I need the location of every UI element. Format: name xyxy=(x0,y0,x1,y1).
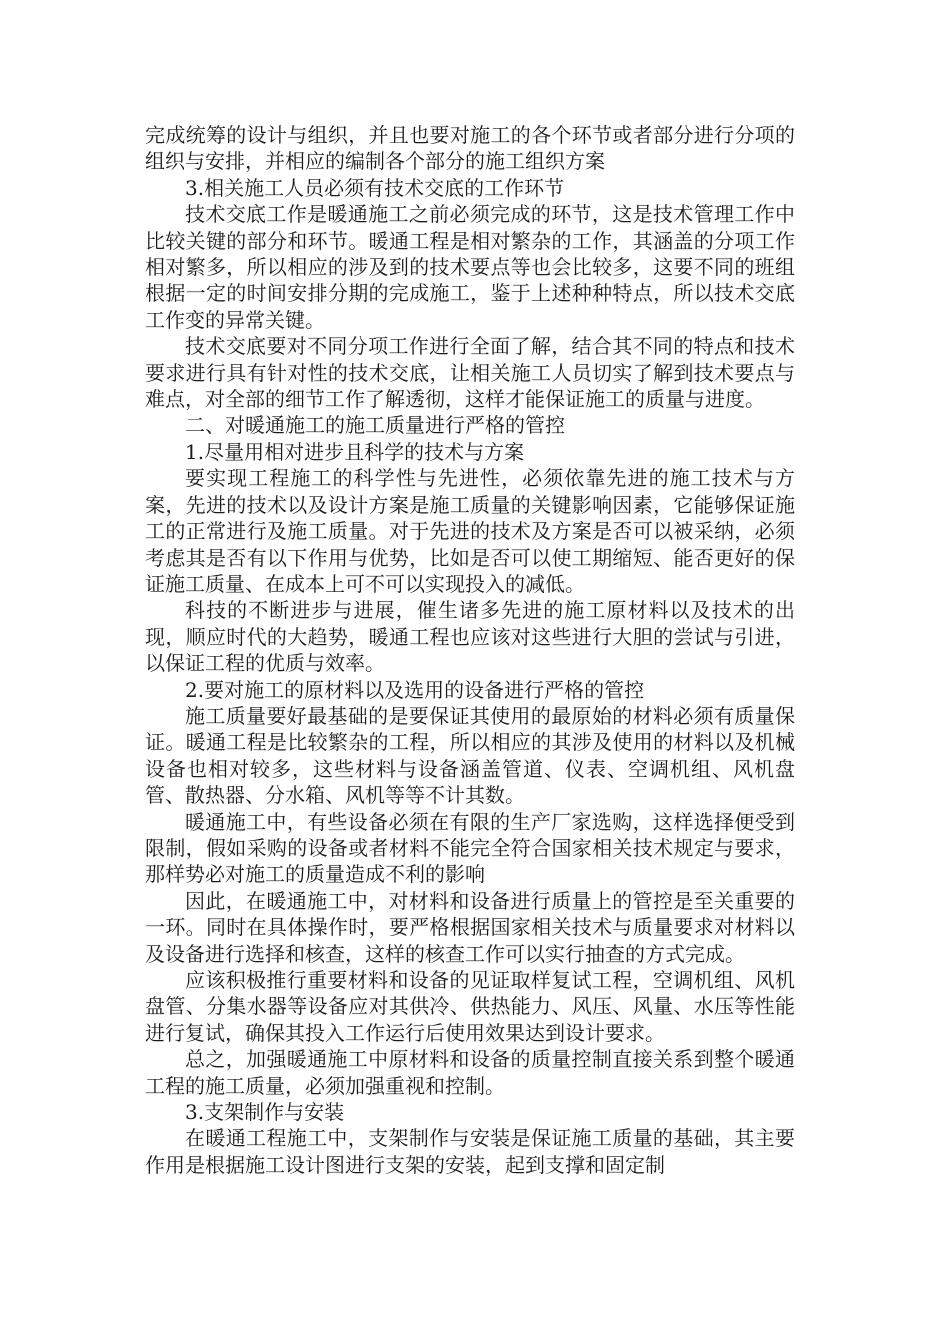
paragraph-4: 技术交底要对不同分项工作进行全面了解，结合其不同的特点和技术要求进行具有针对性的技术交底，让相关施工人员切实了解到技术要点与难点，对全部的细节工作了解透彻，这样才能保证施工的质量与进度。 xyxy=(145,334,795,412)
paragraph-11: 暖通施工中，有些设备必须在有限的生产厂家选购，这样选择便受到限制，假如采购的设备或者材料不能完全符合国家相关技术规定与要求，那样势必对施工的质量造成不利的影响 xyxy=(145,809,795,887)
paragraph-1: 完成统筹的设计与组织，并且也要对施工的各个环节或者部分进行分项的组织与安排，并相应的编制各个部分的施工组织方案 xyxy=(145,123,795,174)
paragraph-13: 应该积极推行重要材料和设备的见证取样复试工程，空调机组、风机盘管、分集水器等设备应对其供冷、供热能力、风压、风量、水压等性能进行复试，确保其投入工作运行后使用效果达到设计要求。 xyxy=(145,968,795,1045)
heading-2-materials: 2.要对施工的原材料以及选用的设备进行严格的管控 xyxy=(185,677,645,702)
document-body xyxy=(145,122,795,1178)
heading-3-tech-briefing: 3.相关施工人员必须有技术交底的工作环节 xyxy=(185,175,565,200)
heading-3-bracket: 3.支架制作与安装 xyxy=(185,1100,345,1125)
paragraph-16: 在暖通工程施工中，支架制作与安装是保证施工质量的基础，其主要作用是根据施工设计图进行支架的安装，起到支撑和固定制 xyxy=(145,1126,795,1177)
paragraph-14: 总之，加强暖通施工中原材料和设备的质量控制直接关系到整个暖通工程的施工质量，必须加强重视和控制。 xyxy=(145,1047,795,1098)
heading-1-technology: 1.尽量用相对进步且科学的技术与方案 xyxy=(185,439,525,464)
paragraph-12: 因此，在暖通施工中，对材料和设备进行质量上的管控是至关重要的一环。同时在具体操作时，要严格根据国家相关技术与质量要求对材料以及设备进行选择和核查，这样的核查工作可以实行抽查的方式完成。 xyxy=(145,888,795,966)
paragraph-7: 要实现工程施工的科学性与先进性，必须依靠先进的施工技术与方案，先进的技术以及设计方案是施工质量的关键影响因素，它能够保证施工的正常进行及施工质量。对于先进的技术及方案是否可以被采纳，必须考虑其是否有以下作用与优势，比如是否可以使工期缩短、能否更好的保证施工质量、在成本上可不可以实现投入的减低。 xyxy=(145,466,795,596)
paragraph-3: 技术交底工作是暖通施工之前必须完成的环节，这是技术管理工作中比较关键的部分和环节。暖通工程是相对繁杂的工作，其涵盖的分项工作相对繁多，所以相应的涉及到的技术要点等也会比较多，这要不同的班组根据一定的时间安排分期的完成施工，鉴于上述种种特点，所以技术交底工作变的异常关键。 xyxy=(145,202,795,332)
paragraph-8: 科技的不断进步与进展，催生诸多先进的施工原材料以及技术的出现，顺应时代的大趋势，暖通工程也应该对这些进行大胆的尝试与引进，以保证工程的优质与效率。 xyxy=(145,598,795,676)
section-heading-2: 二、对暖通施工的施工质量进行严格的管控 xyxy=(185,413,565,438)
paragraph-10: 施工质量要好最基础的是要保证其使用的最原始的材料必须有质量保证。暖通工程是比较繁杂的工程，所以相应的其涉及使用的材料以及机械设备也相对较多，这些材料与设备涵盖管道、仪表、空调机组、风机盘管、散热器、分水箱、风机等等不计其数。 xyxy=(145,703,795,808)
